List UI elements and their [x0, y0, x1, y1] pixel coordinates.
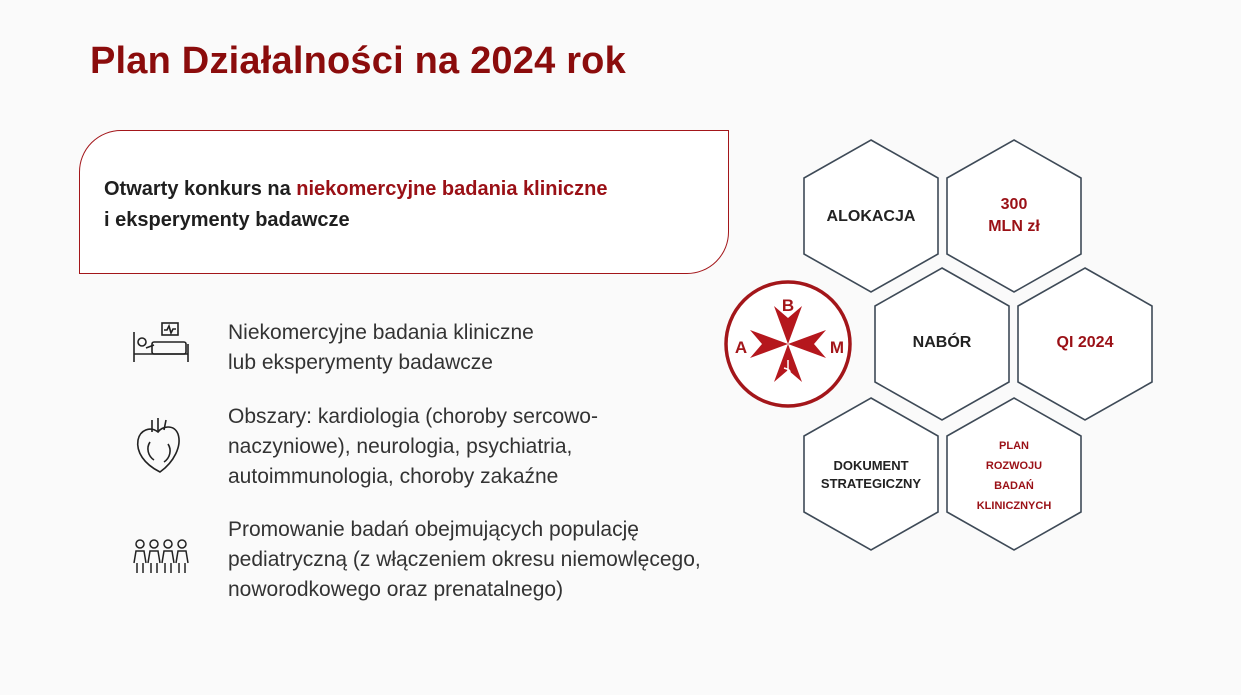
- callout-text: [104, 174, 608, 236]
- bullet-text: Promowanie badań obejmujących populację pediatryczną (z włączeniem okresu niemowlęcego, noworodkowego oraz prenatalnego): [228, 518, 701, 601]
- bullet-text: Obszary: kardiologia (choroby sercowo- naczyniowe), neurologia, psychiatria, autoimmunologia, choroby zakaźne: [228, 405, 598, 488]
- hex-label-dokument: DOKUMENT STRATEGICZNY: [820, 458, 922, 491]
- heart-icon: [130, 416, 190, 476]
- hex-label-alokacja: ALOKACJA: [826, 208, 916, 225]
- hex-label-quarter: QI 2024: [1056, 334, 1114, 351]
- callout-prefix: Otwarty konkurs na: [104, 178, 297, 200]
- logo-letter-a: A: [734, 338, 748, 357]
- logo-letter-m: M: [829, 338, 845, 357]
- callout-highlight: niekomercyjne badania kliniczne: [296, 178, 608, 200]
- hex-label-nabor: NABÓR: [912, 334, 972, 351]
- callout-box: [79, 130, 729, 274]
- logo-letter-b: B: [781, 296, 795, 315]
- family-group-icon: [130, 537, 190, 597]
- callout-line2: i eksperymenty badawcze: [104, 209, 350, 231]
- bullet-text: Niekomercyjne badania kliniczne lub eksperymenty badawcze: [228, 321, 534, 374]
- page-title: Plan Działalności na 2024 rok: [90, 40, 626, 82]
- hex-label-plan: PLAN ROZWOJU BADAŃ KLINICZNYCH: [976, 440, 1052, 512]
- hospital-bed-icon: [130, 318, 190, 378]
- hex-label-amount: 300 MLN zł: [988, 196, 1040, 235]
